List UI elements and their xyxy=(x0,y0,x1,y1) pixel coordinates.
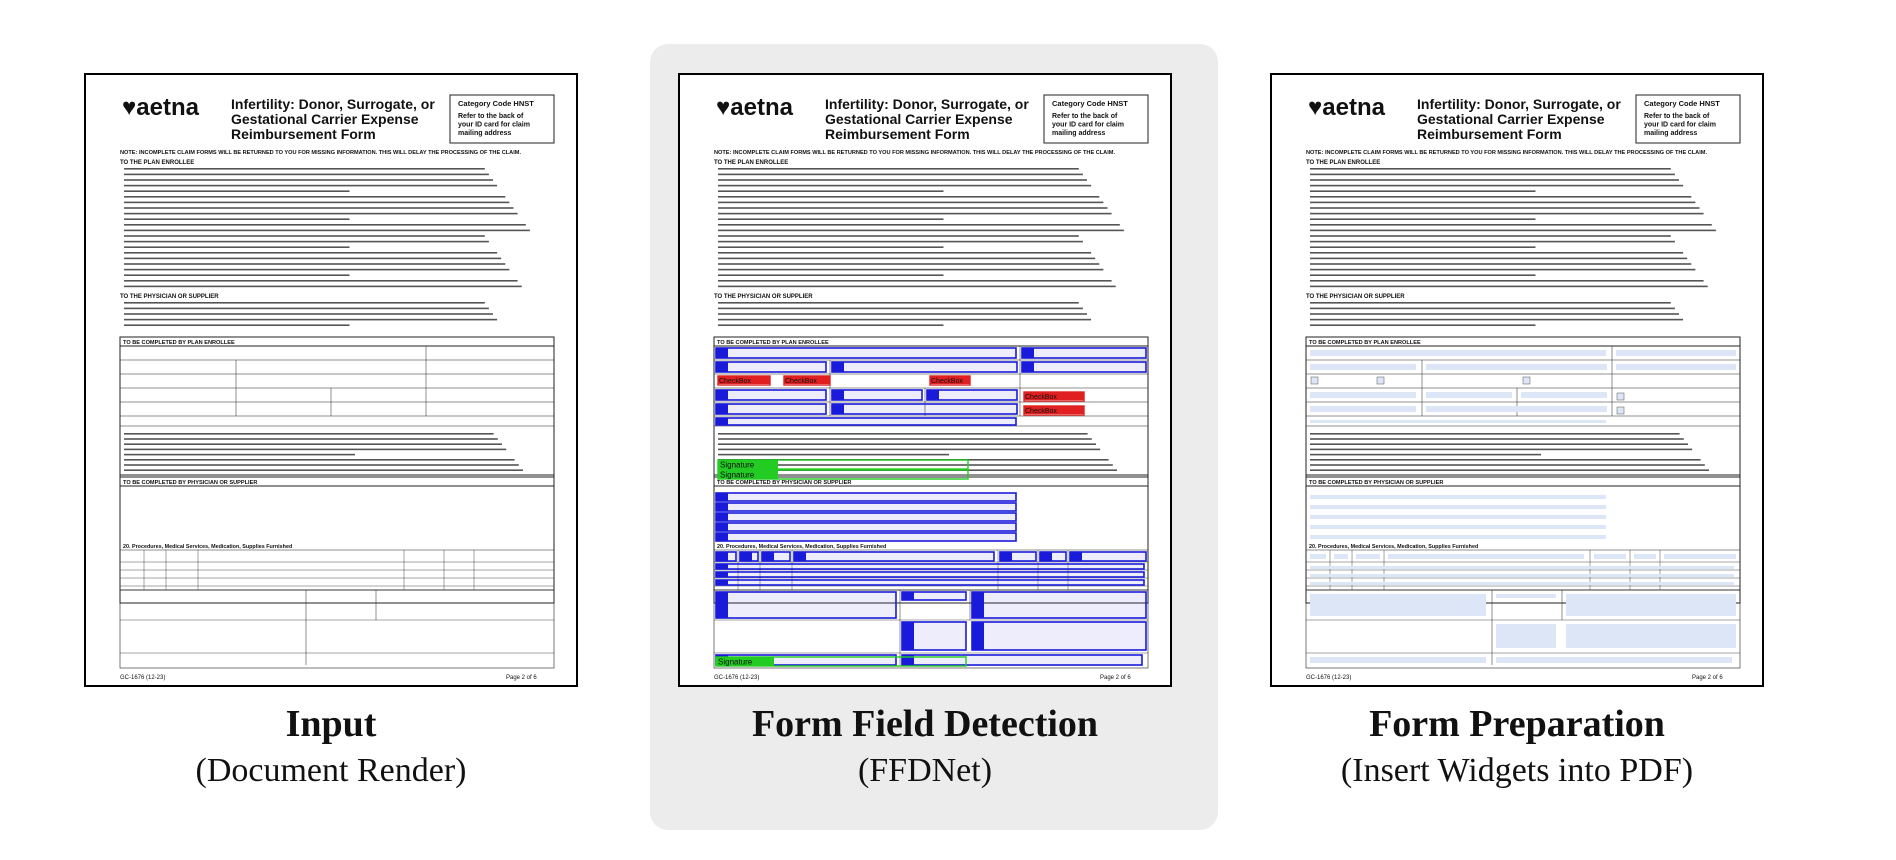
instruction-line xyxy=(124,218,350,220)
inserted-widget xyxy=(1594,554,1626,559)
detected-text-field xyxy=(716,493,1016,501)
inserted-widget xyxy=(1426,364,1607,370)
instruction-line xyxy=(718,185,1091,187)
detected-field-tag xyxy=(716,513,728,521)
authorization-line xyxy=(1310,433,1680,435)
inserted-widget xyxy=(1566,624,1736,648)
instruction-line xyxy=(1310,196,1691,198)
detected-field-tag xyxy=(716,533,728,541)
detected-field-tag xyxy=(832,404,844,414)
detected-field-tag xyxy=(716,580,728,585)
instruction-line xyxy=(718,190,944,192)
detected-text-field xyxy=(716,523,1016,531)
form-title-line: Infertility: Donor, Surrogate, or xyxy=(231,96,435,112)
instruction-line xyxy=(1310,308,1675,310)
enrollee-box-heading: TO BE COMPLETED BY PLAN ENROLLEE xyxy=(1309,340,1421,346)
checkbox-label: CheckBox xyxy=(785,378,817,385)
form-title-line: Reimbursement Form xyxy=(231,126,376,142)
doc-preparation-svg xyxy=(1272,75,1764,687)
inserted-widget xyxy=(1426,392,1512,398)
detected-field-tag xyxy=(716,493,728,501)
inserted-widget xyxy=(1356,554,1380,559)
detected-field-tag xyxy=(716,572,728,577)
incomplete-note: NOTE: INCOMPLETE CLAIM FORMS WILL BE RETURNED TO YOU FOR MISSING INFORMATION. THIS WILL DELAY THE PROCESSING OF THE CLAIM. xyxy=(714,150,1115,156)
instruction-line xyxy=(124,207,514,209)
inserted-widget xyxy=(1310,574,1734,577)
authorization-line xyxy=(1310,443,1688,445)
instruction-line xyxy=(1310,280,1704,282)
detected-field-tag xyxy=(716,592,728,618)
detected-text-field xyxy=(716,404,826,414)
instruction-line xyxy=(1310,286,1708,288)
detected-field-tag xyxy=(762,552,774,561)
authorization-line xyxy=(124,438,498,440)
inserted-checkbox-widget xyxy=(1617,393,1624,400)
signature-label: Signature xyxy=(720,460,755,470)
instruction-line xyxy=(124,230,530,232)
detected-field-tag xyxy=(1022,348,1034,358)
inserted-widget xyxy=(1310,364,1416,370)
instruction-line xyxy=(718,207,1108,209)
procedures-heading: 20. Procedures, Medical Services, Medication, Supplies Furnished xyxy=(717,544,887,550)
instruction-line xyxy=(718,218,944,220)
instruction-line xyxy=(718,263,1099,265)
instruction-line xyxy=(124,308,489,310)
inserted-widget xyxy=(1334,554,1348,559)
form-title-line: Gestational Carrier Expense xyxy=(825,111,1013,127)
detected-field-tag xyxy=(716,390,728,400)
checkbox-label: CheckBox xyxy=(719,378,751,385)
physician-box-heading: TO BE COMPLETED BY PHYSICIAN OR SUPPLIER xyxy=(123,480,258,486)
detected-text-field xyxy=(716,592,896,618)
detected-field-tag xyxy=(716,503,728,511)
instruction-line xyxy=(124,174,489,176)
detected-text-field xyxy=(832,404,1017,414)
authorization-line xyxy=(718,454,949,456)
detected-field-tag xyxy=(1000,552,1012,561)
instruction-line xyxy=(124,252,497,254)
instruction-line xyxy=(718,241,1083,243)
instruction-line xyxy=(1310,258,1687,260)
aetna-logo: ♥aetna xyxy=(122,94,199,121)
inserted-widget xyxy=(1664,554,1736,559)
doc-input xyxy=(84,73,578,687)
detected-text-field xyxy=(716,533,1016,541)
instruction-line xyxy=(1310,185,1683,187)
inserted-widget xyxy=(1310,495,1606,499)
procedures-heading: 20. Procedures, Medical Services, Medication, Supplies Furnished xyxy=(1309,544,1479,550)
instruction-line xyxy=(718,313,1087,315)
inserted-widget xyxy=(1310,406,1416,412)
instruction-line xyxy=(718,324,944,326)
incomplete-note: NOTE: INCOMPLETE CLAIM FORMS WILL BE RETURNED TO YOU FOR MISSING INFORMATION. THIS WILL DELAY THE PROCESSING OF THE CLAIM. xyxy=(1306,150,1707,156)
authorization-line xyxy=(124,464,519,466)
section-enrollee-heading: TO THE PLAN ENROLLEE xyxy=(1306,160,1381,166)
panel-subtitle-preparation: (Insert Widgets into PDF) xyxy=(1340,752,1694,789)
category-note-line: Refer to the back of xyxy=(1052,113,1118,120)
inserted-widget xyxy=(1496,657,1732,663)
authorization-line xyxy=(1310,454,1541,456)
instruction-line xyxy=(124,213,518,215)
authorization-line xyxy=(1310,459,1701,461)
instruction-line xyxy=(718,213,1112,215)
detected-field-tag xyxy=(716,564,728,569)
footer-form-number: GC-1676 (12-23) xyxy=(120,675,166,681)
instruction-line xyxy=(124,241,489,243)
inserted-widget xyxy=(1310,505,1606,509)
checkbox-label: CheckBox xyxy=(1025,394,1057,401)
detected-text-field xyxy=(972,592,1146,618)
section-physician-heading: TO THE PHYSICIAN OR SUPPLIER xyxy=(714,294,813,300)
instruction-line xyxy=(1310,274,1536,276)
detected-field-tag xyxy=(716,552,728,561)
instruction-line xyxy=(124,324,350,326)
instruction-line xyxy=(124,319,497,321)
inserted-widget xyxy=(1310,420,1606,423)
instruction-line xyxy=(718,274,944,276)
category-note-line: your ID card for claim xyxy=(1644,121,1716,129)
category-note-line: your ID card for claim xyxy=(458,121,530,129)
instruction-line xyxy=(1310,190,1536,192)
enrollee-box-heading: TO BE COMPLETED BY PLAN ENROLLEE xyxy=(717,340,829,346)
authorization-line xyxy=(124,454,355,456)
instruction-line xyxy=(124,179,493,181)
inserted-widget xyxy=(1388,554,1584,559)
inserted-widget xyxy=(1616,350,1736,356)
detected-field-tag xyxy=(1022,362,1034,372)
section-enrollee-heading: TO THE PLAN ENROLLEE xyxy=(714,160,789,166)
instruction-line xyxy=(1310,174,1675,176)
inserted-widget xyxy=(1310,566,1734,569)
detected-text-field xyxy=(716,580,1144,585)
instruction-line xyxy=(718,168,1079,170)
authorization-line xyxy=(1310,449,1692,451)
instruction-line xyxy=(1310,224,1712,226)
panel-title-input: Input xyxy=(285,703,377,745)
physician-box xyxy=(120,477,554,603)
footer-form-number: GC-1676 (12-23) xyxy=(1306,675,1352,681)
category-note-line: Refer to the back of xyxy=(458,113,524,120)
detected-field-tag xyxy=(716,523,728,531)
authorization-line xyxy=(124,449,506,451)
detected-field-tag xyxy=(740,552,752,561)
instruction-line xyxy=(124,246,350,248)
category-note-line: mailing address xyxy=(1644,130,1698,137)
instruction-line xyxy=(1310,319,1683,321)
instruction-line xyxy=(718,246,944,248)
detected-text-field xyxy=(716,348,1016,358)
signature-label: Signature xyxy=(718,657,753,667)
instruction-line xyxy=(718,308,1083,310)
detected-field-tag xyxy=(927,390,939,400)
inserted-widget xyxy=(1310,657,1486,663)
instruction-line xyxy=(1310,179,1679,181)
category-code: Category Code HNST xyxy=(1052,99,1128,108)
panel-title-detection: Form Field Detection xyxy=(751,703,1099,745)
detected-field-tag xyxy=(794,552,806,561)
detected-text-field xyxy=(716,572,1144,577)
authorization-line xyxy=(1310,469,1709,471)
footer-page-number: Page 2 of 6 xyxy=(1100,675,1131,681)
detected-text-field xyxy=(1022,348,1146,358)
detected-text-field xyxy=(972,622,1146,650)
footer-form-number: GC-1676 (12-23) xyxy=(714,675,760,681)
instruction-line xyxy=(718,269,1103,271)
form-title-line: Gestational Carrier Expense xyxy=(231,111,419,127)
footer-page-number: Page 2 of 6 xyxy=(1692,675,1723,681)
instruction-line xyxy=(1310,218,1536,220)
inserted-widget xyxy=(1634,554,1656,559)
inserted-widget xyxy=(1310,350,1606,356)
detected-text-field xyxy=(716,362,826,372)
inserted-checkbox-widget xyxy=(1311,377,1318,384)
instruction-line xyxy=(1310,230,1716,232)
enrollee-box xyxy=(120,337,554,477)
form-title-line: Gestational Carrier Expense xyxy=(1417,111,1605,127)
inserted-widget xyxy=(1566,594,1736,616)
detected-field-tag xyxy=(972,622,984,650)
instruction-line xyxy=(124,313,493,315)
checkbox-label: CheckBox xyxy=(931,378,963,385)
inserted-widget xyxy=(1496,624,1556,648)
category-note-line: mailing address xyxy=(458,130,512,137)
form-title-line: Reimbursement Form xyxy=(825,126,970,142)
detected-field-tag xyxy=(1040,552,1052,561)
authorization-line xyxy=(718,449,1100,451)
instruction-line xyxy=(718,179,1087,181)
detected-field-tag xyxy=(1070,552,1082,561)
instruction-line xyxy=(124,263,505,265)
detected-text-field xyxy=(794,552,994,561)
detected-field-tag xyxy=(902,622,914,650)
inserted-widget xyxy=(1496,594,1556,598)
physician-box-heading: TO BE COMPLETED BY PHYSICIAN OR SUPPLIER xyxy=(717,480,852,486)
detected-field-tag xyxy=(972,592,984,618)
authorization-line xyxy=(124,443,502,445)
instruction-line xyxy=(718,196,1099,198)
authorization-line xyxy=(124,433,494,435)
instruction-line xyxy=(1310,324,1536,326)
doc-detection-svg xyxy=(680,75,1172,687)
detected-text-field xyxy=(716,503,1016,511)
category-note-line: your ID card for claim xyxy=(1052,121,1124,129)
inserted-checkbox-widget xyxy=(1377,377,1384,384)
panel-title-preparation: Form Preparation xyxy=(1369,703,1665,745)
inserted-checkbox-widget xyxy=(1523,377,1530,384)
inserted-widget xyxy=(1310,392,1416,398)
instruction-line xyxy=(124,224,526,226)
instruction-line xyxy=(718,286,1116,288)
panel-subtitle-input: (Document Render) xyxy=(195,752,467,789)
detected-field-tag xyxy=(716,418,728,425)
instruction-line xyxy=(1310,313,1679,315)
procedures-heading: 20. Procedures, Medical Services, Medication, Supplies Furnished xyxy=(123,544,293,550)
authorization-line xyxy=(718,438,1092,440)
physician-lower-box xyxy=(120,590,554,668)
doc-detection xyxy=(678,73,1172,687)
section-physician-heading: TO THE PHYSICIAN OR SUPPLIER xyxy=(1306,294,1405,300)
form-title-line: Reimbursement Form xyxy=(1417,126,1562,142)
signature-label: Signature xyxy=(720,470,755,480)
instruction-line xyxy=(124,196,505,198)
inserted-widget xyxy=(1426,406,1607,412)
authorization-line xyxy=(1310,438,1684,440)
enrollee-box-heading: TO BE COMPLETED BY PLAN ENROLLEE xyxy=(123,340,235,346)
inserted-widget xyxy=(1521,392,1607,398)
instruction-line xyxy=(124,235,485,237)
form-title-line: Infertility: Donor, Surrogate, or xyxy=(1417,96,1621,112)
instruction-line xyxy=(124,202,509,204)
instruction-line xyxy=(124,280,518,282)
instruction-line xyxy=(1310,269,1695,271)
instruction-line xyxy=(718,258,1095,260)
inserted-widget xyxy=(1310,515,1606,519)
aetna-logo: ♥aetna xyxy=(716,94,793,121)
authorization-line xyxy=(124,459,515,461)
detected-field-tag xyxy=(716,404,728,414)
instruction-line xyxy=(124,274,350,276)
instruction-line xyxy=(124,190,350,192)
inserted-widget xyxy=(1310,582,1734,585)
instruction-line xyxy=(124,258,501,260)
instruction-line xyxy=(124,286,522,288)
form-title-line: Infertility: Donor, Surrogate, or xyxy=(825,96,1029,112)
instruction-line xyxy=(718,224,1120,226)
authorization-line xyxy=(1310,464,1705,466)
detected-field-tag xyxy=(716,348,728,358)
detected-text-field xyxy=(716,564,1144,569)
instruction-line xyxy=(1310,213,1704,215)
instruction-line xyxy=(1310,202,1695,204)
instruction-line xyxy=(1310,252,1683,254)
instruction-line xyxy=(124,185,497,187)
instruction-line xyxy=(718,252,1091,254)
instruction-line xyxy=(718,302,1079,304)
detected-field-tag xyxy=(832,362,844,372)
detected-text-field xyxy=(716,513,1016,521)
instruction-line xyxy=(124,168,485,170)
physician-box-heading: TO BE COMPLETED BY PHYSICIAN OR SUPPLIER xyxy=(1309,480,1444,486)
instruction-line xyxy=(718,174,1083,176)
instruction-line xyxy=(1310,241,1675,243)
category-code: Category Code HNST xyxy=(458,99,534,108)
aetna-logo: ♥aetna xyxy=(1308,94,1385,121)
category-note-line: Refer to the back of xyxy=(1644,113,1710,120)
detected-field-tag xyxy=(902,592,914,600)
authorization-line xyxy=(718,443,1096,445)
instruction-line xyxy=(1310,207,1700,209)
doc-input-svg xyxy=(86,75,578,687)
instruction-line xyxy=(718,235,1079,237)
authorization-line xyxy=(718,433,1088,435)
category-note-line: mailing address xyxy=(1052,130,1106,137)
checkbox-label: CheckBox xyxy=(1025,408,1057,415)
detected-field-tag xyxy=(832,390,844,400)
inserted-checkbox-widget xyxy=(1617,407,1624,414)
footer-page-number: Page 2 of 6 xyxy=(506,675,537,681)
detected-text-field xyxy=(927,390,1017,400)
detected-text-field xyxy=(1022,362,1146,372)
instruction-line xyxy=(1310,168,1671,170)
detected-field-tag xyxy=(716,362,728,372)
instruction-line xyxy=(1310,263,1691,265)
instruction-line xyxy=(718,280,1112,282)
instruction-line xyxy=(1310,246,1536,248)
authorization-line xyxy=(124,469,523,471)
instruction-line xyxy=(718,230,1124,232)
inserted-widget xyxy=(1310,554,1326,559)
instruction-line xyxy=(1310,302,1671,304)
detected-text-field xyxy=(716,418,1016,425)
instruction-line xyxy=(718,319,1091,321)
detected-text-field xyxy=(832,362,1017,372)
inserted-widget xyxy=(1310,594,1486,616)
detected-text-field xyxy=(832,390,922,400)
section-enrollee-heading: TO THE PLAN ENROLLEE xyxy=(120,160,195,166)
category-code: Category Code HNST xyxy=(1644,99,1720,108)
instruction-line xyxy=(124,269,509,271)
detected-text-field xyxy=(716,390,826,400)
doc-preparation xyxy=(1270,73,1764,687)
instruction-line xyxy=(124,302,485,304)
panel-subtitle-detection: (FFDNet) xyxy=(857,752,993,789)
instruction-line xyxy=(1310,235,1671,237)
inserted-widget xyxy=(1616,364,1736,370)
instruction-line xyxy=(718,202,1103,204)
inserted-widget xyxy=(1310,535,1606,539)
inserted-widget xyxy=(1310,525,1606,529)
incomplete-note: NOTE: INCOMPLETE CLAIM FORMS WILL BE RETURNED TO YOU FOR MISSING INFORMATION. THIS WILL DELAY THE PROCESSING OF THE CLAIM. xyxy=(120,150,521,156)
section-physician-heading: TO THE PHYSICIAN OR SUPPLIER xyxy=(120,294,219,300)
